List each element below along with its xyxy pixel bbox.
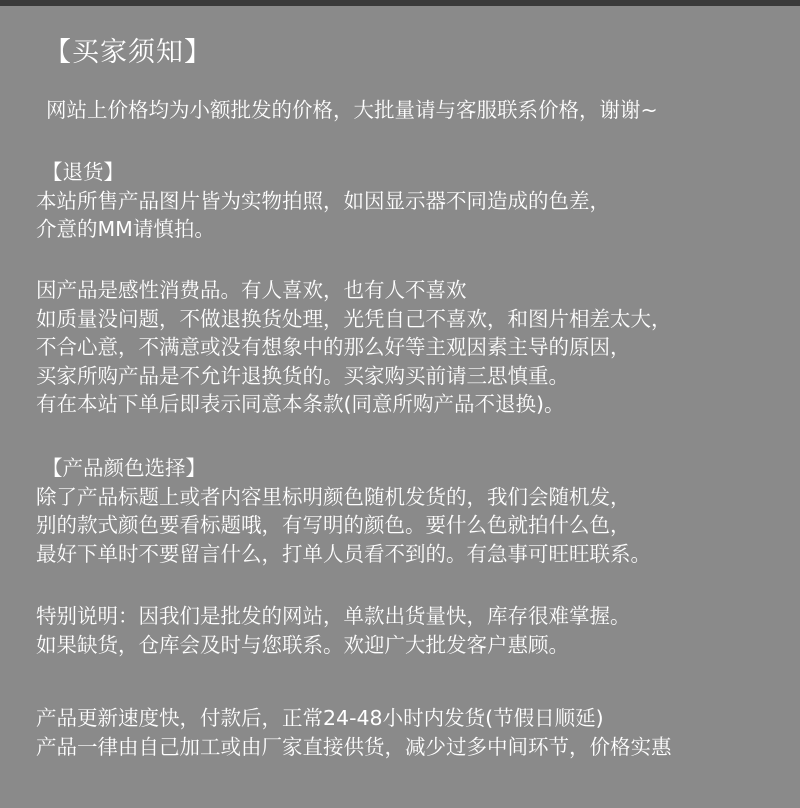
special-note-line: 如果缺货，仓库会及时与您联系。欢迎广大批发客户惠顾。 — [36, 632, 569, 657]
returns-line: 介意的MM请慎拍。 — [36, 217, 215, 241]
color-line: 别的款式颜色要看标题哦，有写明的颜色。要什么色就拍什么色， — [36, 513, 631, 537]
returns-heading: 【退货】 — [42, 160, 124, 184]
returns-line: 本站所售产品图片皆为实物拍照，如因显示器不同造成的色差， — [36, 188, 610, 213]
policy-line: 如质量没问题，不做退换货处理，光凭自己不喜欢，和图片相差太大， — [36, 306, 672, 331]
shipping-line: 产品更新速度快，付款后，正常24-48小时内发货(节假日顺延) — [36, 706, 604, 730]
color-line: 最好下单时不要留言什么，打单人员看不到的。有急事可旺旺联系。 — [36, 541, 651, 566]
page-title: 【买家须知】 — [44, 37, 212, 68]
shipping-section — [36, 704, 672, 761]
intro-text: 网站上价格均为小额批发的价格，大批量请与客服联系价格，谢谢~ — [46, 98, 658, 122]
shipping-line: 产品一律由自己加工或由厂家直接供货，减少过多中间环节，价格实惠 — [36, 734, 672, 759]
policy-line: 买家所购产品是不允许退换货的。买家购买前请三思慎重。 — [36, 363, 569, 388]
returns-section — [36, 158, 610, 244]
policy-line: 因产品是感性消费品。有人喜欢，也有人不喜欢 — [36, 278, 467, 302]
policy-line: 有在本站下单后即表示同意本条款(同意所购产品不退换)。 — [36, 392, 565, 416]
policy-line: 不合心意，不满意或没有想象中的那么好等主观因素主导的原因， — [36, 335, 631, 359]
special-note-section — [36, 602, 631, 659]
color-section — [36, 454, 651, 568]
policy-section — [36, 276, 672, 419]
color-heading: 【产品颜色选择】 — [42, 456, 206, 480]
color-line: 除了产品标题上或者内容里标明颜色随机发货的，我们会随机发， — [36, 484, 631, 509]
special-note-line: 特别说明：因我们是批发的网站，单款出货量快，库存很难掌握。 — [36, 604, 631, 628]
